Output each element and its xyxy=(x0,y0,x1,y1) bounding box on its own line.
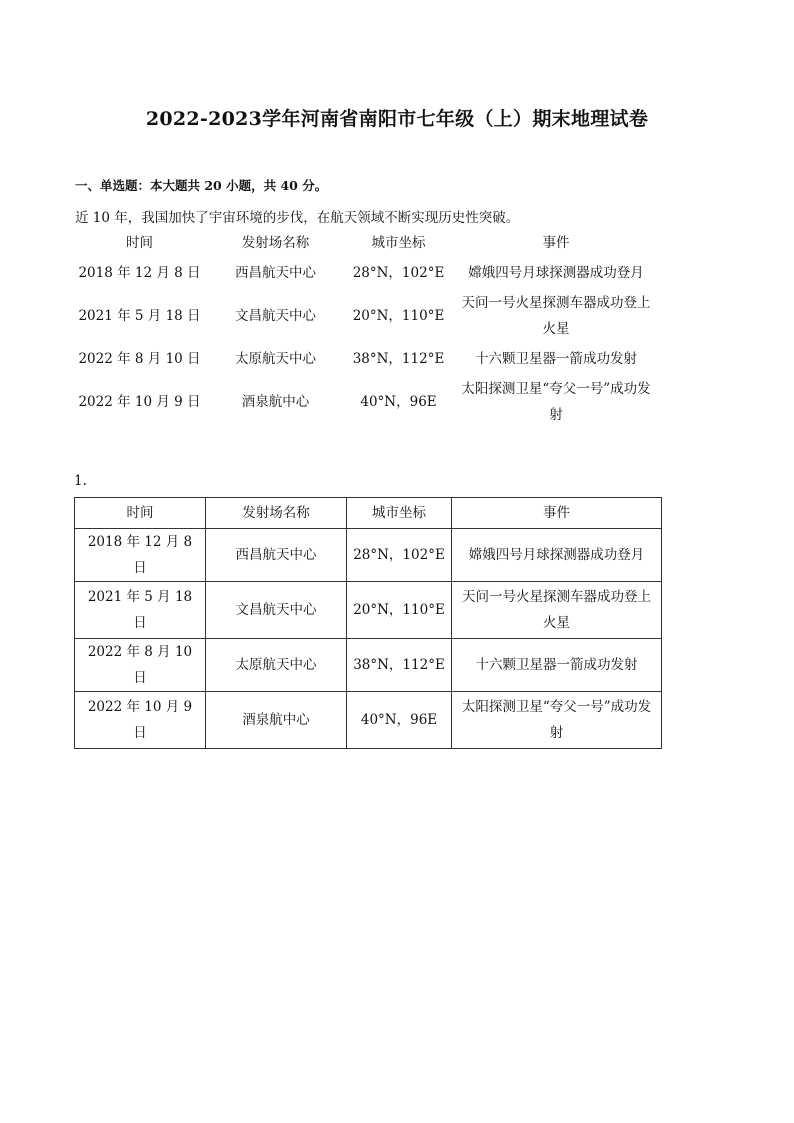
cell-time: 2018 年 12 月 8 日 xyxy=(75,529,206,582)
header-time: 时间 xyxy=(126,235,153,251)
cell-site: 文昌航天中心 xyxy=(235,308,316,324)
cell-event: 太阳探测卫星“夸父一号”成功发射 xyxy=(452,692,662,749)
cell-event: 天问一号火星探测车器成功登上火星 xyxy=(452,582,662,639)
table-row xyxy=(74,258,661,288)
question-intro: 近 10 年，我国加快了宇宙环境的步伐，在航天领域不断实现历史性突破。 xyxy=(75,210,520,226)
cell-event: 太阳探测卫星“夸父一号”成功发射 xyxy=(461,381,651,423)
header-event: 事件 xyxy=(542,235,570,251)
cell-site: 西昌航天中心 xyxy=(206,529,347,582)
launch-table-bordered xyxy=(74,497,662,749)
cell-event: 十六颗卫星器一箭成功发射 xyxy=(475,351,637,367)
table-row xyxy=(75,582,662,639)
table-row xyxy=(74,288,661,344)
cell-site: 文昌航天中心 xyxy=(206,582,347,639)
header-coords: 城市坐标 xyxy=(347,498,452,529)
cell-site: 太原航天中心 xyxy=(235,351,316,367)
cell-time: 2021 年 5 月 18 日 xyxy=(78,308,201,324)
cell-coords: 28°N，102°E xyxy=(352,265,445,281)
section-heading: 一、单选题：本大题共 20 小题，共 40 分。 xyxy=(75,178,328,193)
cell-site: 太原航天中心 xyxy=(206,639,347,692)
cell-coords: 38°N，112°E xyxy=(352,351,445,367)
cell-site: 酒泉航中心 xyxy=(241,394,310,410)
document-title: 2022-2023学年河南省南阳市七年级（上）期末地理试卷 xyxy=(145,108,649,130)
cell-time: 2022 年 8 月 10 日 xyxy=(75,639,206,692)
cell-time: 2022 年 10 月 9 日 xyxy=(78,394,201,410)
header-time: 时间 xyxy=(75,498,206,529)
table-header-row xyxy=(75,498,662,529)
cell-coords: 20°N，110°E xyxy=(352,308,445,324)
header-coords: 城市坐标 xyxy=(371,235,426,251)
table-row xyxy=(75,692,662,749)
table-row xyxy=(75,529,662,582)
cell-event: 嫦娥四号月球探测器成功登月 xyxy=(452,529,662,582)
cell-coords: 40°N，96E xyxy=(347,692,452,749)
header-event: 事件 xyxy=(452,498,662,529)
header-site: 发射场名称 xyxy=(241,235,310,251)
cell-time: 2022 年 8 月 10 日 xyxy=(78,351,201,367)
cell-coords: 40°N，96E xyxy=(360,394,437,410)
cell-site: 酒泉航中心 xyxy=(206,692,347,749)
cell-coords: 20°N，110°E xyxy=(347,582,452,639)
cell-coords: 28°N，102°E xyxy=(347,529,452,582)
header-site: 发射场名称 xyxy=(206,498,347,529)
cell-event: 十六颗卫星器一箭成功发射 xyxy=(452,639,662,692)
table-row xyxy=(74,344,661,374)
cell-coords: 38°N，112°E xyxy=(347,639,452,692)
cell-time: 2021 年 5 月 18 日 xyxy=(75,582,206,639)
table-header-row xyxy=(74,228,661,258)
cell-site: 西昌航天中心 xyxy=(235,265,316,281)
question-number: 1. xyxy=(74,473,87,489)
table-row xyxy=(74,374,661,430)
cell-time: 2022 年 10 月 9 日 xyxy=(75,692,206,749)
cell-event: 天问一号火星探测车器成功登上火星 xyxy=(461,295,651,337)
cell-time: 2018 年 12 月 8 日 xyxy=(78,265,201,281)
table-row xyxy=(75,639,662,692)
launch-table-plain xyxy=(74,228,661,430)
cell-event: 嫦娥四号月球探测器成功登月 xyxy=(468,265,644,281)
